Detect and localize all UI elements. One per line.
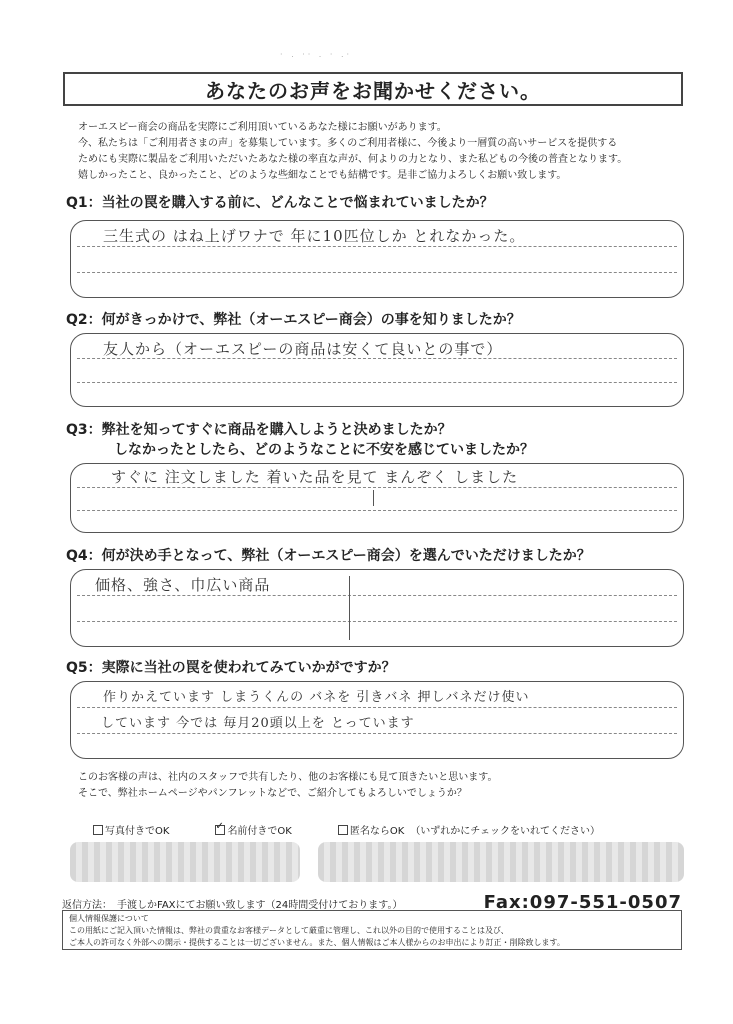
privacy-line: この用紙にご記入頂いた情報は、弊社の貴重なお客様データとして厳重に管理し、これ以外の目的で使用することは及び、 — [69, 926, 509, 935]
answer-rule — [77, 246, 677, 247]
privacy-line: ご本人の許可なく外部への開示・提供することは一切ございません。また、個人情報はご本人様からのお申出により訂正・削除致します。 — [69, 938, 565, 947]
q5-question: Q5：実際に当社の罠を使われてみていかがですか？ — [66, 660, 396, 676]
privacy-notice — [62, 910, 682, 950]
consent-options — [93, 822, 600, 837]
answer-rule — [77, 621, 677, 622]
photo-ok-label: 写真付きでOK — [105, 826, 170, 837]
answer-rule — [77, 382, 677, 383]
name-ok-label: 名前付きでOK — [227, 826, 292, 837]
q5-answer-line1: 作りかえています しまうくんの バネを 引きバネ 押しバネだけ使い — [103, 690, 530, 705]
consent-line: このお客様の声は、社内のスタッフで共有したり、他のお客様にも見て頂きたいと思います。 — [78, 772, 498, 783]
answer-rule — [77, 487, 677, 488]
q3-question-line1: Q3：弊社を知ってすぐに商品を購入しようと決めましたか？ — [66, 422, 452, 438]
answer-rule — [77, 595, 677, 596]
q1-answer-box[interactable] — [70, 220, 684, 298]
q3-answer: すぐに 注文しました 着いた品を見て まんぞく しました — [111, 468, 519, 486]
q5-answer-line2: しています 今では 毎月20頭以上を とっています — [101, 716, 415, 731]
q4-answer-box[interactable] — [70, 569, 684, 647]
intro-line: ためにも実際に製品をご利用いただいたあなた様の率直な声が、何よりの力となり、また私どもの今後の普査となります。 — [78, 154, 628, 165]
intro-line: 今、私たちは「ご利用者さまの声」を募集しています。多くのご利用者様に、今後より一層質の高いサービスを提供する — [78, 138, 618, 149]
stray-mark — [373, 490, 374, 506]
fax-number: Fax:097-551-0507 — [483, 892, 682, 913]
q4-question: Q4：何が決め手となって、弊社（オーエスピー商会）を選んでいただけましたか？ — [66, 548, 591, 564]
answer-rule — [77, 272, 677, 273]
q3-question-line2: しなかったとしたら、どのようなことに不安を感じていましたか？ — [114, 442, 534, 458]
q1-answer: 三生式の はね上げワナで 年に10匹位しか とれなかった。 — [103, 227, 526, 245]
consent-line: そこで、弊社ホームページやパンフレットなどで、ご紹介してもよろしいでしょうか？ — [78, 788, 467, 799]
checked-checkbox-icon[interactable] — [215, 825, 225, 835]
checkbox-icon[interactable] — [338, 825, 348, 835]
consent-text — [78, 770, 698, 802]
anonymous-ok-option[interactable] — [338, 822, 404, 837]
check-instruction: （いずれかにチェックをいれてください） — [410, 826, 601, 837]
q2-question: Q2：何がきっかけで、弊社（オーエスピー商会）の事を知りましたか？ — [66, 312, 521, 328]
intro-line: 嬉しかったこと、良かったこと、どのような些細なことでも結構です。是非ご協力よろしくお願い致します。 — [78, 170, 567, 181]
redacted-address-area — [318, 842, 684, 882]
page-title: あなたのお声をお聞かせください。 — [205, 78, 541, 103]
intro-line: オーエスピー商会の商品を実際にご利用頂いているあなた様にお願いがあります。 — [78, 122, 447, 133]
q5-answer-box[interactable] — [70, 681, 684, 759]
name-ok-option[interactable] — [215, 822, 291, 837]
q1-question: Q1：当社の罠を購入する前に、どんなことで悩まれていましたか？ — [66, 195, 494, 211]
q4-answer: 価格、強さ、巾広い商品 — [95, 576, 271, 594]
intro-text — [78, 120, 688, 184]
q3-answer-box[interactable] — [70, 463, 684, 533]
anonymous-ok-label: 匿名ならOK — [349, 826, 405, 837]
redacted-name-area — [70, 842, 300, 882]
reply-method: 返信方法： 手渡しかFAXにてお願い致します（24時間受付けております。） — [62, 900, 403, 911]
title-box — [63, 72, 683, 106]
answer-rule — [77, 510, 677, 511]
answer-rule — [77, 733, 677, 734]
privacy-line: 個人情報保護について — [69, 914, 149, 923]
column-divider — [349, 576, 350, 640]
photo-ok-option[interactable] — [93, 822, 169, 837]
q2-answer-box[interactable] — [70, 333, 684, 407]
checkbox-icon[interactable] — [93, 825, 103, 835]
scan-specks: · . ·· . · .· — [280, 50, 353, 59]
q2-answer: 友人から（オーエスピーの商品は安くて良いとの事で） — [103, 340, 503, 358]
answer-rule — [77, 707, 677, 708]
